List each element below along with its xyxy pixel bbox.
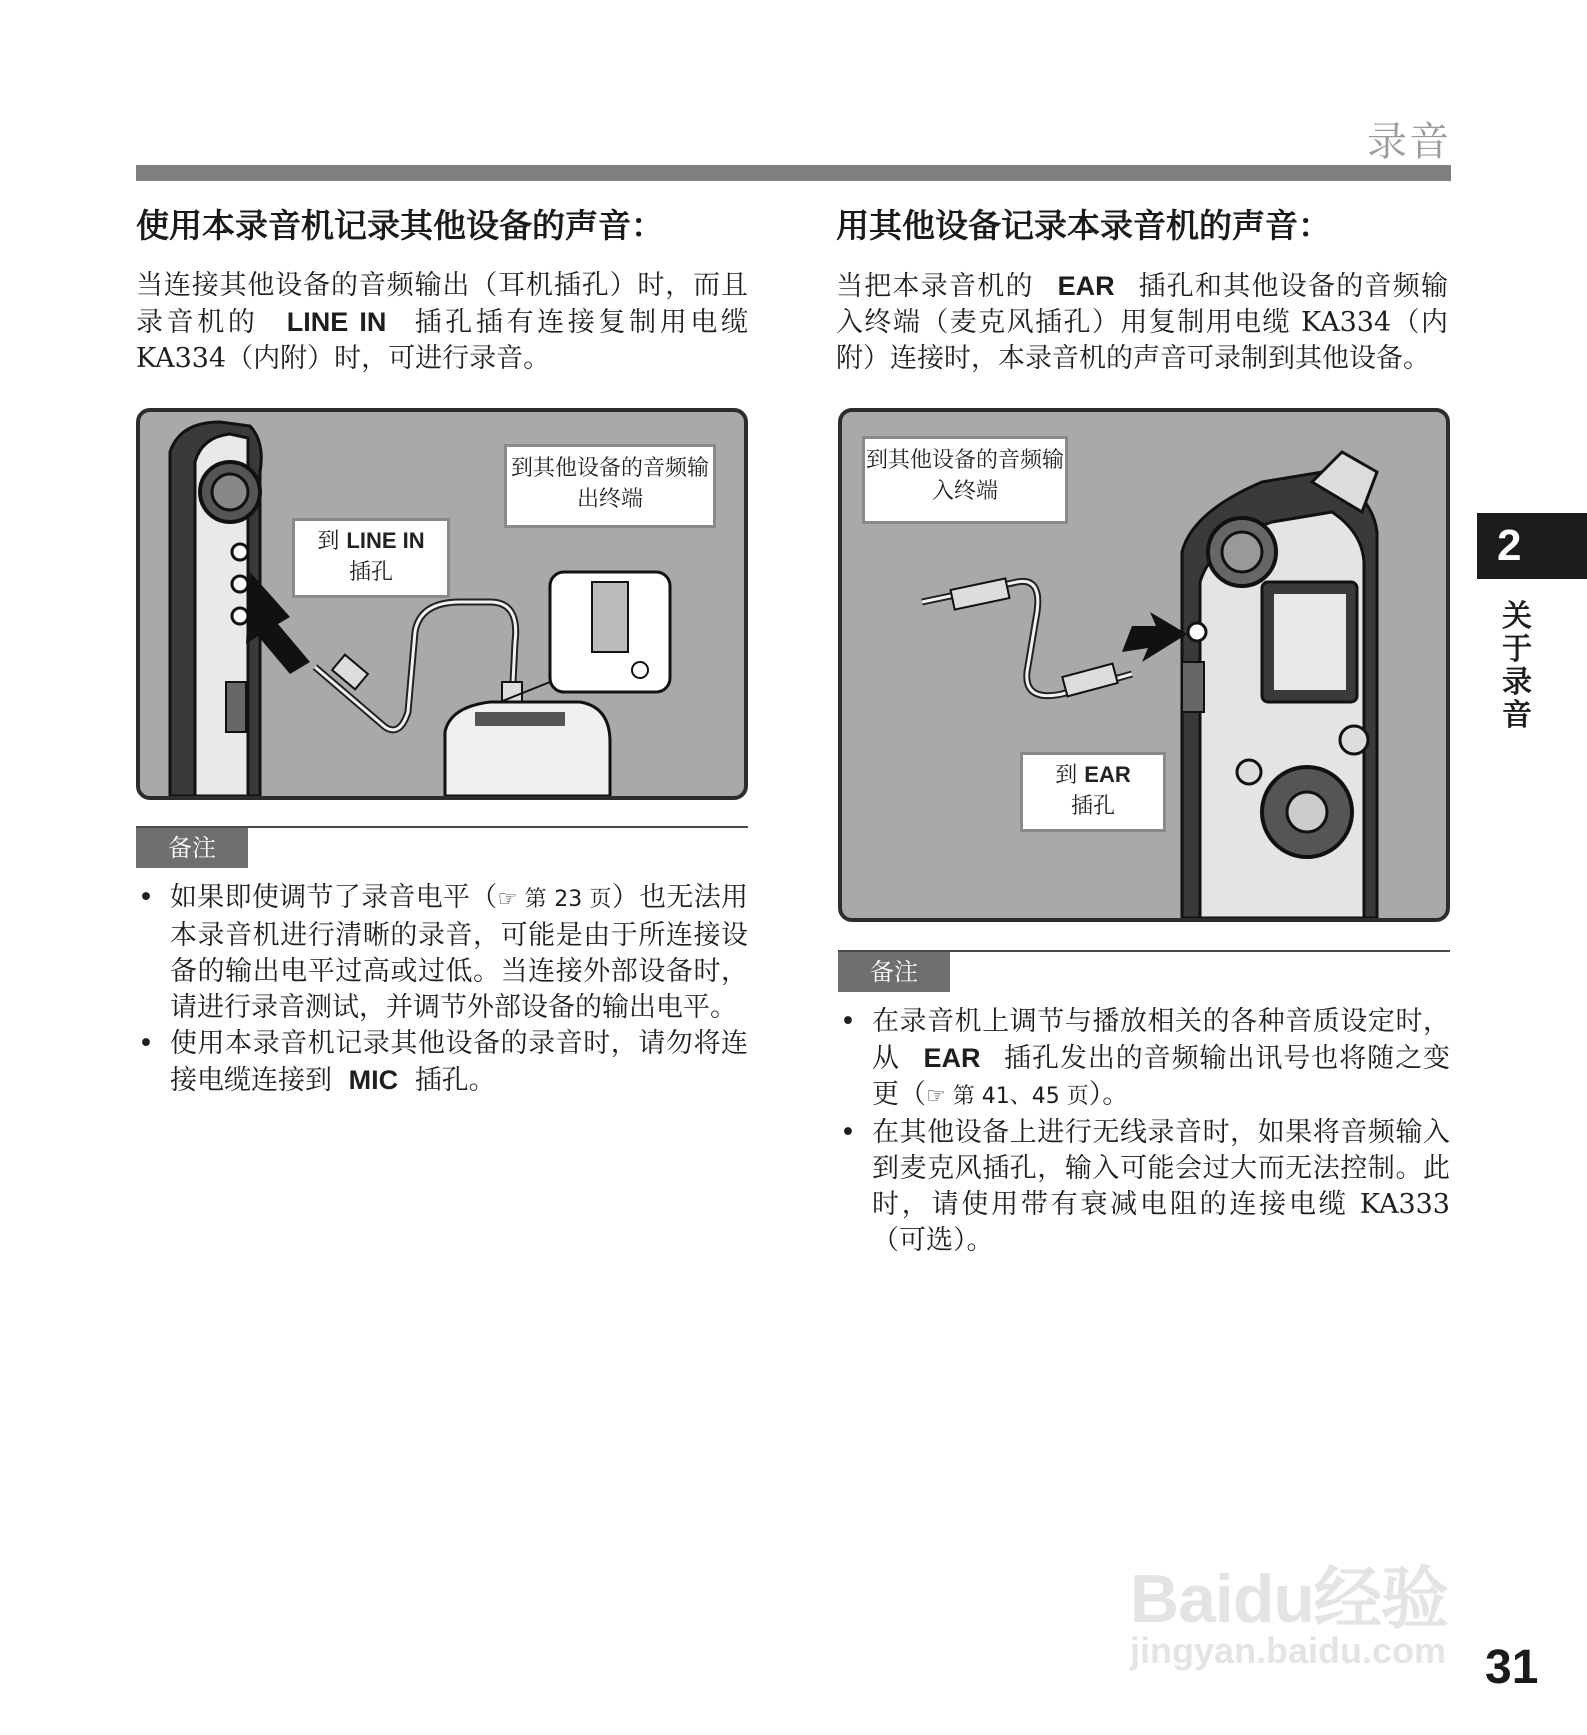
right-note-item — [838, 1004, 1450, 1115]
left-note2-text-1: 使用本录音机记录其他设备的录音时，请勿将连接电缆连接到 — [170, 1028, 748, 1096]
chapter-title: 关于录音 — [1502, 599, 1532, 733]
right-paragraph — [836, 268, 1448, 377]
right-illustration — [838, 408, 1450, 922]
right-paragraph-text-1: 当把本录音机的 — [836, 271, 1034, 302]
left-note1-text-1: 如果即使调节了录音电平（ — [170, 882, 498, 913]
right-callout-suffix: 插孔 — [1070, 794, 1115, 819]
left-note2-text-2: 插孔。 — [414, 1065, 496, 1096]
section-title: 录音 — [1367, 119, 1451, 165]
header-rule — [136, 165, 1451, 181]
left-callout-keyword: LINE IN — [346, 528, 425, 553]
right-callout-ear — [1020, 752, 1166, 832]
right-heading: 用其他设备记录本录音机的声音： — [836, 206, 1331, 245]
right-callout-prefix: 到 — [1055, 763, 1078, 788]
left-paragraph-keyword: LINE IN — [286, 307, 387, 337]
right-note-list — [838, 1004, 1450, 1259]
right-callout-keyword: EAR — [1084, 762, 1131, 787]
left-callout-line-in — [292, 518, 450, 598]
left-paragraph-text-1: 当连接其他设备的音频输出（耳机插孔）时，而且录音机的 — [136, 270, 748, 338]
chapter-number-tab[interactable]: 2 — [1477, 513, 1587, 579]
left-note1-text-2: ）也无法用本录音机进行清晰的录音，可能是由于所连接设备的输出电平过高或过低。当连接外部设备时，请进行录音测试，并调节外部设备的输出电平。 — [170, 882, 749, 1023]
left-note2-keyword: MIC — [348, 1065, 399, 1095]
watermark-logo: Baidu经验 — [1130, 1561, 1448, 1637]
left-heading: 使用本录音机记录其他设备的声音： — [136, 206, 664, 245]
page-number: 31 — [1485, 1641, 1539, 1694]
page-ref-link[interactable]: ☞ 第 23 页 — [497, 887, 612, 912]
left-note-list — [136, 880, 748, 1099]
right-note1-text-2: 插孔发出的音频输出讯号也将随之变更（ — [872, 1043, 1451, 1110]
left-note-item — [136, 880, 748, 1026]
left-paragraph — [136, 268, 748, 377]
left-illustration — [136, 408, 748, 800]
right-note1-keyword: EAR — [923, 1043, 981, 1073]
watermark-url: jingyan.baidu.com — [1130, 1630, 1447, 1671]
right-note-item — [838, 1115, 1450, 1259]
right-callout-audio-input: 到其他设备的音频输入终端 — [862, 436, 1068, 524]
right-note1-text-3: ）。 — [1088, 1079, 1130, 1110]
left-callout-suffix: 插孔 — [348, 560, 393, 585]
right-paragraph-keyword: EAR — [1057, 271, 1115, 301]
left-note-item — [136, 1026, 748, 1099]
page-ref-link[interactable]: ☞ 第 41、45 页 — [926, 1084, 1089, 1109]
left-callout-audio-output: 到其他设备的音频输出终端 — [504, 444, 716, 528]
right-paragraph-text-2: 插孔和其他设备的音频输入终端（麦克风插孔）用复制用电缆 KA334（内附）连接时，本录音机的声音可录制到其他设备。 — [836, 271, 1449, 374]
left-callout-prefix: 到 — [317, 529, 340, 554]
right-note2-text: 在其他设备上进行无线录音时，如果将音频输入到麦克风插孔，输入可能会过大而无法控制。此时，请使用带有衰减电阻的连接电缆 KA333（可选）。 — [872, 1117, 1450, 1256]
right-note1-text-1: 在录音机上调节与播放相关的各种音质设定时，从 — [872, 1006, 1450, 1074]
left-note-label: 备注 — [136, 828, 248, 868]
right-note-label: 备注 — [838, 952, 950, 992]
left-paragraph-text-2: 插孔插有连接复制用电缆 KA334（内附）时，可进行录音。 — [136, 307, 748, 374]
